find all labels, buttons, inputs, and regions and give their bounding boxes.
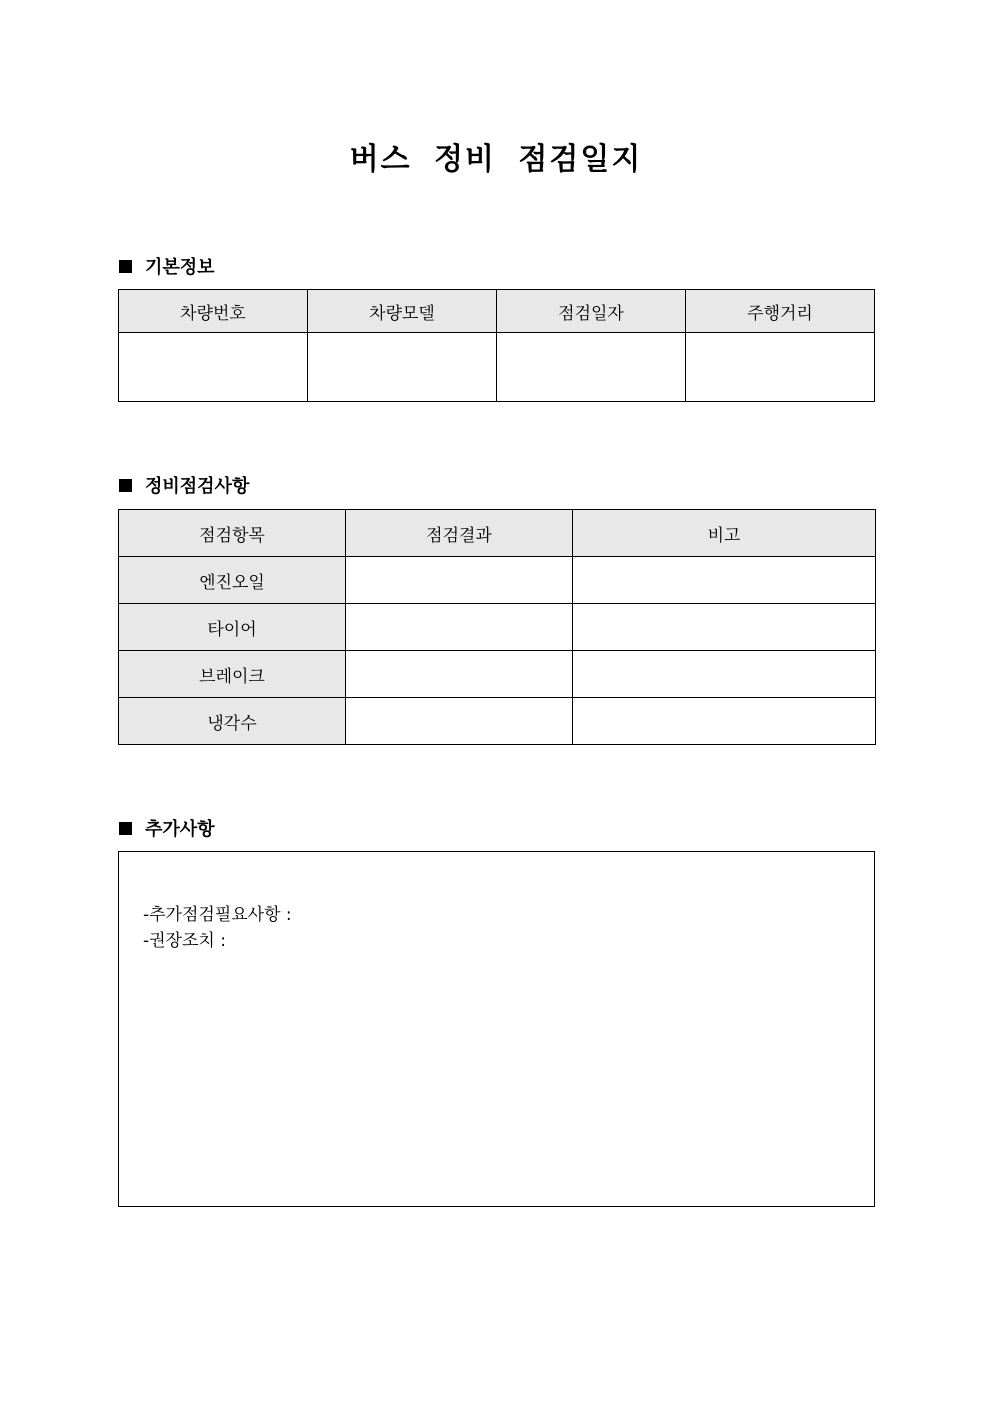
inspection-result-field[interactable] bbox=[346, 698, 573, 745]
column-header-vehicle-model: 차량모델 bbox=[308, 290, 497, 333]
inspection-result-field[interactable] bbox=[346, 604, 573, 651]
column-header-inspection-date: 점검일자 bbox=[497, 290, 686, 333]
square-bullet-icon bbox=[119, 822, 132, 835]
recommended-action-line: -권장조치 : bbox=[143, 931, 226, 951]
column-header-result: 점검결과 bbox=[346, 510, 573, 557]
vehicle-number-field[interactable] bbox=[119, 333, 308, 402]
vehicle-model-field[interactable] bbox=[308, 333, 497, 402]
column-header-item: 점검항목 bbox=[119, 510, 346, 557]
table-row bbox=[119, 604, 876, 651]
table-header-row bbox=[119, 290, 875, 333]
inspection-result-field[interactable] bbox=[346, 557, 573, 604]
inspection-item-label: 타이어 bbox=[119, 604, 346, 651]
inspection-date-field[interactable] bbox=[497, 333, 686, 402]
square-bullet-icon bbox=[119, 479, 132, 492]
table-row bbox=[119, 651, 876, 698]
section-heading-label: 추가사항 bbox=[145, 819, 215, 840]
inspection-note-field[interactable] bbox=[573, 604, 876, 651]
section-heading-basic-info bbox=[119, 253, 215, 279]
square-bullet-icon bbox=[119, 260, 132, 273]
inspection-item-label: 브레이크 bbox=[119, 651, 346, 698]
additional-notes-box[interactable] bbox=[118, 851, 875, 1207]
column-header-vehicle-number: 차량번호 bbox=[119, 290, 308, 333]
column-header-note: 비고 bbox=[573, 510, 876, 557]
table-header-row bbox=[119, 510, 876, 557]
inspection-note-field[interactable] bbox=[573, 651, 876, 698]
section-heading-label: 기본정보 bbox=[145, 257, 215, 278]
section-heading-label: 정비점검사항 bbox=[145, 476, 250, 497]
mileage-field[interactable] bbox=[686, 333, 875, 402]
page-title: 버스 정비 점검일지 bbox=[349, 142, 643, 177]
inspection-item-label: 냉각수 bbox=[119, 698, 346, 745]
inspection-table bbox=[118, 509, 876, 745]
section-heading-inspection bbox=[119, 472, 249, 498]
column-header-mileage: 주행거리 bbox=[686, 290, 875, 333]
inspection-note-field[interactable] bbox=[573, 557, 876, 604]
inspection-result-field[interactable] bbox=[346, 651, 573, 698]
additional-check-needed-line: -추가점검필요사항 : bbox=[143, 905, 292, 925]
inspection-note-field[interactable] bbox=[573, 698, 876, 745]
inspection-item-label: 엔진오일 bbox=[119, 557, 346, 604]
table-row bbox=[119, 557, 876, 604]
table-row bbox=[119, 333, 875, 402]
basic-info-table bbox=[118, 289, 875, 402]
section-heading-additional bbox=[119, 815, 215, 841]
table-row bbox=[119, 698, 876, 745]
